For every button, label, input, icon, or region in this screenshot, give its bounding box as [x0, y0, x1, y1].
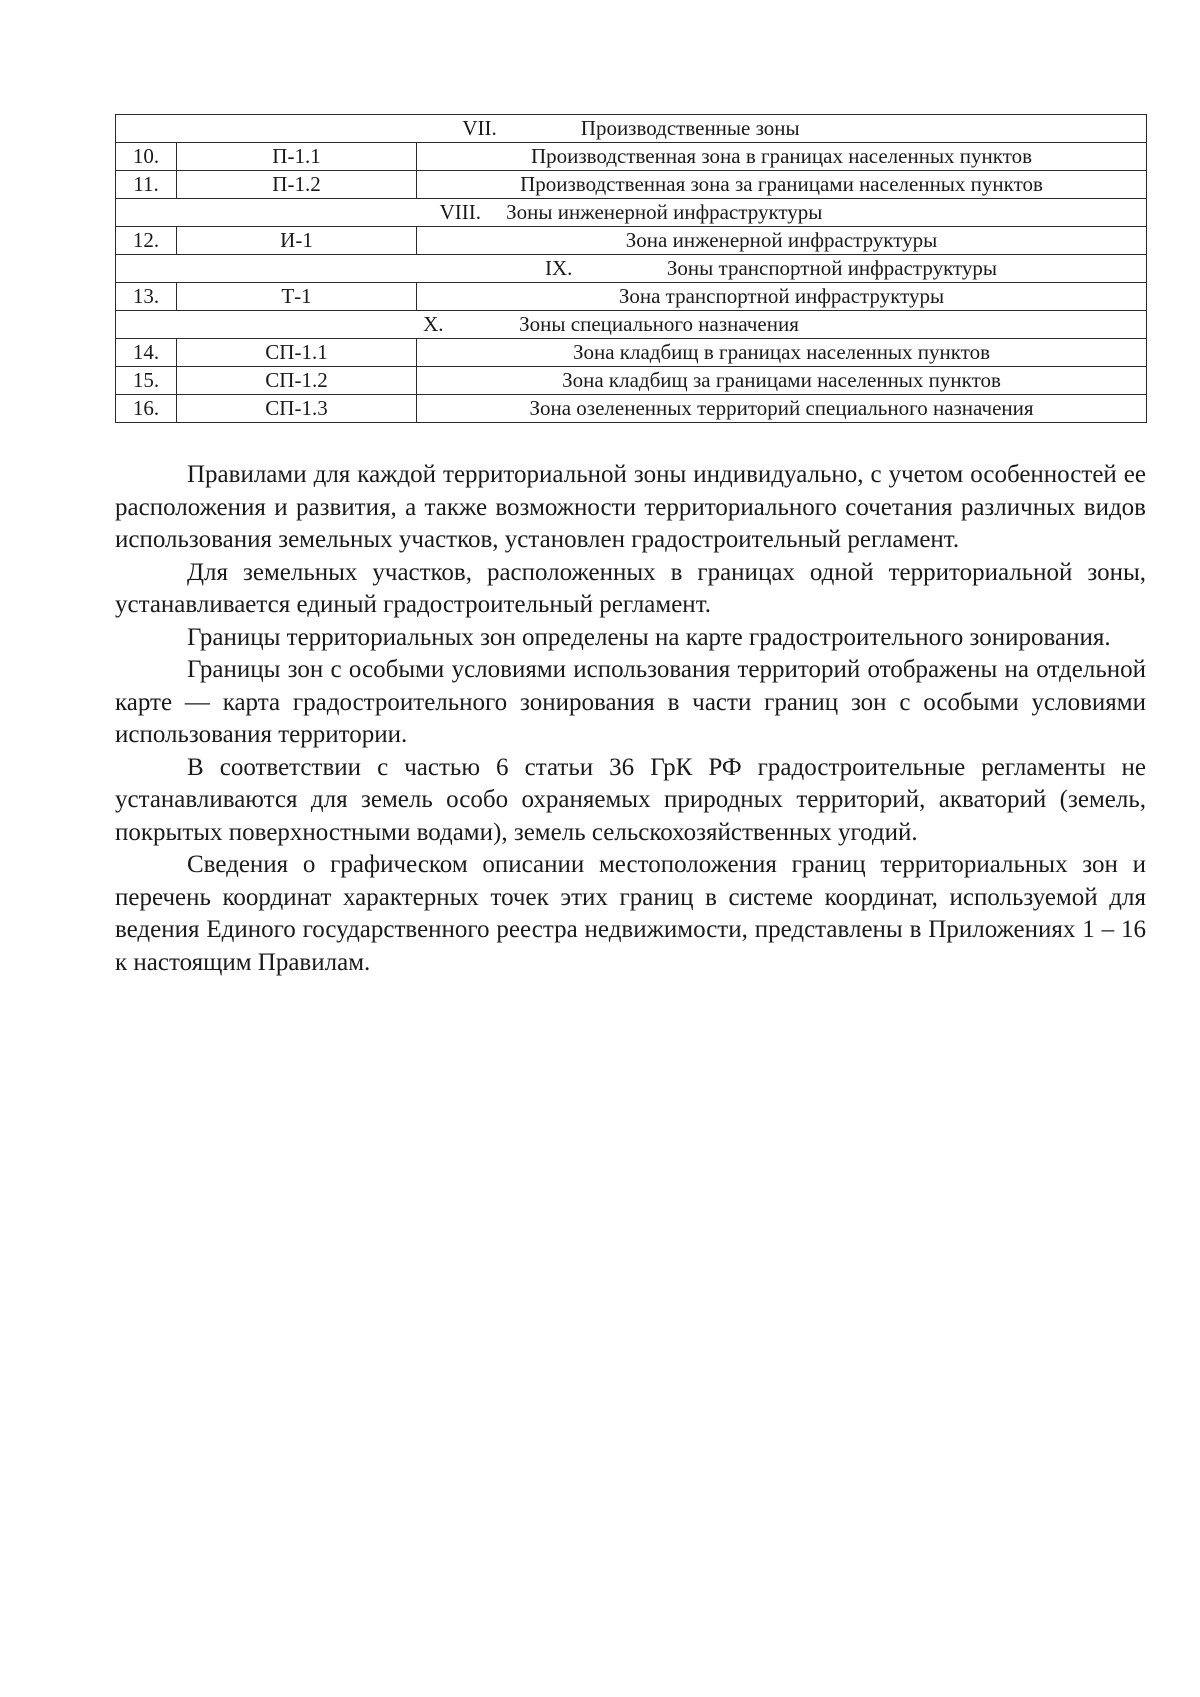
zone-code-cell: СП-1.1 [177, 339, 417, 367]
zone-number-cell: 10. [116, 143, 177, 171]
body-paragraph: Правилами для каждой территориальной зоны индивидуально, с учетом особенностей ее расположения и развития, а также возможности территориального сочетания различных видов использования земельных участков, установлен градостроительный регламент. [115, 461, 1146, 553]
document-page [115, 114, 1146, 979]
zone-code-cell: СП-1.3 [177, 395, 417, 423]
section-heading-cell [116, 255, 1147, 283]
section-title: Зоны специального назначения [519, 312, 799, 336]
table-row [116, 283, 1147, 311]
zones-table-body [116, 115, 1147, 423]
section-title: Зоны инженерной инфраструктуры [506, 200, 823, 224]
table-section-row [116, 115, 1147, 143]
zone-name-cell: Зона озелененных территорий специального назначения [417, 395, 1147, 423]
table-section-row [116, 311, 1147, 339]
zone-code-cell: СП-1.2 [177, 367, 417, 395]
section-title: Производственные зоны [580, 116, 800, 140]
zone-name-cell: Производственная зона за границами населенных пунктов [417, 171, 1147, 199]
zone-code-cell: П-1.2 [177, 171, 417, 199]
zone-number-cell: 12. [116, 227, 177, 255]
zone-number-cell: 11. [116, 171, 177, 199]
table-section-row [116, 255, 1147, 283]
section-number: X. [423, 312, 444, 336]
table-section-row [116, 199, 1147, 227]
zones-table [115, 114, 1147, 423]
zone-code-cell: Т-1 [177, 283, 417, 311]
body-text [115, 459, 1146, 979]
body-paragraph: Сведения о графическом описании местоположения границ территориальных зон и перечень координат характерных точек этих границ в системе координат, используемой для ведения Единого государственного реестра недвижимости, представлены в Приложениях 1 – 16 к настоящим Правилам. [115, 851, 1146, 976]
table-row [116, 339, 1147, 367]
table-row [116, 143, 1147, 171]
section-number: VIII. [439, 200, 481, 224]
table-row [116, 395, 1147, 423]
zone-number-cell: 14. [116, 339, 177, 367]
section-title: Зоны транспортной инфраструктуры [666, 256, 998, 280]
section-heading-cell [116, 115, 1147, 143]
table-row [116, 367, 1147, 395]
zone-name-cell: Зона транспортной инфраструктуры [417, 283, 1147, 311]
zone-number-cell: 16. [116, 395, 177, 423]
section-number: IX. [544, 256, 573, 280]
zone-name-cell: Зона кладбищ за границами населенных пунктов [417, 367, 1147, 395]
section-number: VII. [462, 116, 497, 140]
body-paragraph: В соответствии с частью 6 статьи 36 ГрК РФ градостроительные регламенты не устанавливаются для земель особо охраняемых природных территорий, акваторий (земель, покрытых поверхностными водами), земель сельскохозяйственных угодий. [115, 753, 1146, 846]
zone-number-cell: 15. [116, 367, 177, 395]
table-row [116, 171, 1147, 199]
zone-name-cell: Производственная зона в границах населенных пунктов [417, 143, 1147, 171]
zone-name-cell: Зона инженерной инфраструктуры [417, 227, 1147, 255]
section-heading-cell [116, 311, 1147, 339]
zone-code-cell: П-1.1 [177, 143, 417, 171]
table-row [116, 227, 1147, 255]
body-paragraph: Границы территориальных зон определены на карте градостроительного зонирования. [187, 623, 1111, 651]
zone-name-cell: Зона кладбищ в границах населенных пунктов [417, 339, 1147, 367]
body-paragraph: Для земельных участков, расположенных в границах одной территориальной зоны, устанавливается единый градостроительный регламент. [115, 558, 1146, 618]
body-paragraph: Границы зон с особыми условиями использования территорий отображены на отдельной карте — карта градостроительного зонирования в части границ зон с особыми условиями использования территории. [115, 656, 1146, 748]
zone-code-cell: И-1 [177, 227, 417, 255]
section-heading-cell [116, 199, 1147, 227]
zone-number-cell: 13. [116, 283, 177, 311]
